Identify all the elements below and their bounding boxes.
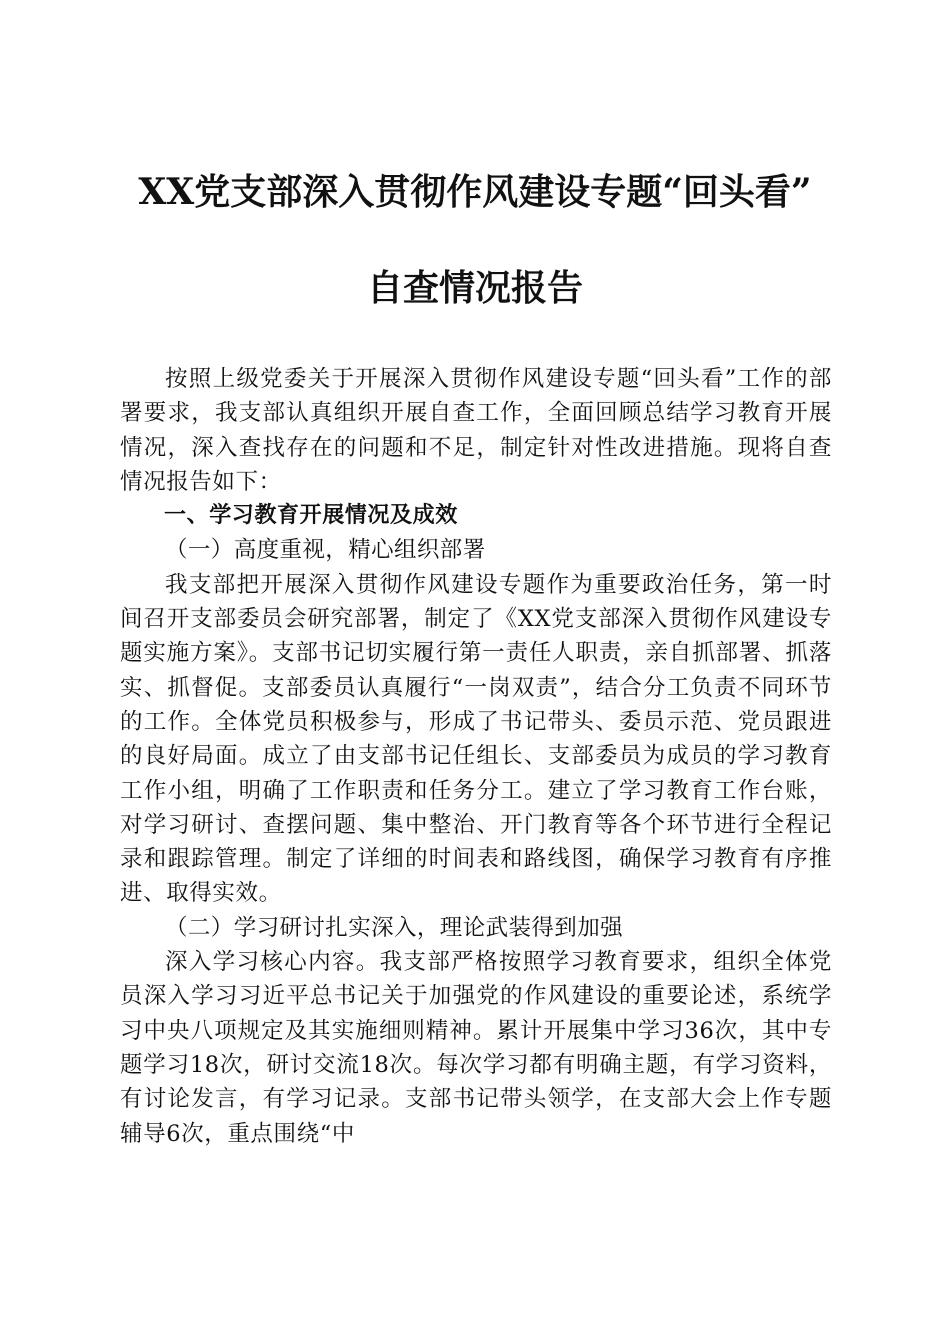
report-body bbox=[120, 362, 832, 1151]
body-paragraph-2: 深入学习核心内容。我支部严格按照学习教育要求，组织全体党员深入学习习近平总书记关于加强党的作风建设的重要论述，系统学习中央八项规定及其实施细则精神。累计开展集中学习36次，其中专题学习18次，研讨交流18次。每次学习都有明确主题，有学习资料，有讨论发言，有学习记录。支部书记带头领学，在支部大会上作专题辅导6次，重点围绕“中 bbox=[120, 949, 832, 1147]
subsection-heading-2: （二）学习研讨扎实深入，理论武装得到加强 bbox=[165, 914, 624, 941]
section-heading-1: 一、学习教育开展情况及成效 bbox=[164, 503, 458, 529]
report-title-line-2: 自查情况报告 bbox=[366, 267, 583, 309]
intro-paragraph: 按照上级党委关于开展深入贯彻作风建设专题“回头看”工作的部署要求，我支部认真组织开展自查工作，全面回顾总结学习教育开展情况，深入查找存在的问题和不足，制定针对性改进措施。现将自查情况报告如下： bbox=[120, 366, 832, 495]
body-paragraph-1: 我支部把开展深入贯彻作风建设专题作为重要政治任务，第一时间召开支部委员会研究部署，制定了《XX党支部深入贯彻作风建设专题实施方案》。支部书记切实履行第一责任人职责，亲自抓部署、抓落实、抓督促。支部委员认真履行“一岗双责”，结合分工负责不同环节的工作。全体党员积极参与，形成了书记带头、委员示范、党员跟进的良好局面。成立了由支部书记任组长、支部委员为成员的学习教育工作小组，明确了工作职责和任务分工。建立了学习教育工作台账，对学习研讨、查摆问题、集中整治、开门教育等各个环节进行全程记录和跟踪管理。制定了详细的时间表和路线图，确保学习教育有序推进、取得实效。 bbox=[120, 571, 832, 907]
report-title-line-1: XX党支部深入贯彻作风建设专题“回头看” bbox=[138, 171, 812, 213]
subsection-heading-1: （一）高度重视，精心组织部署 bbox=[165, 537, 486, 564]
